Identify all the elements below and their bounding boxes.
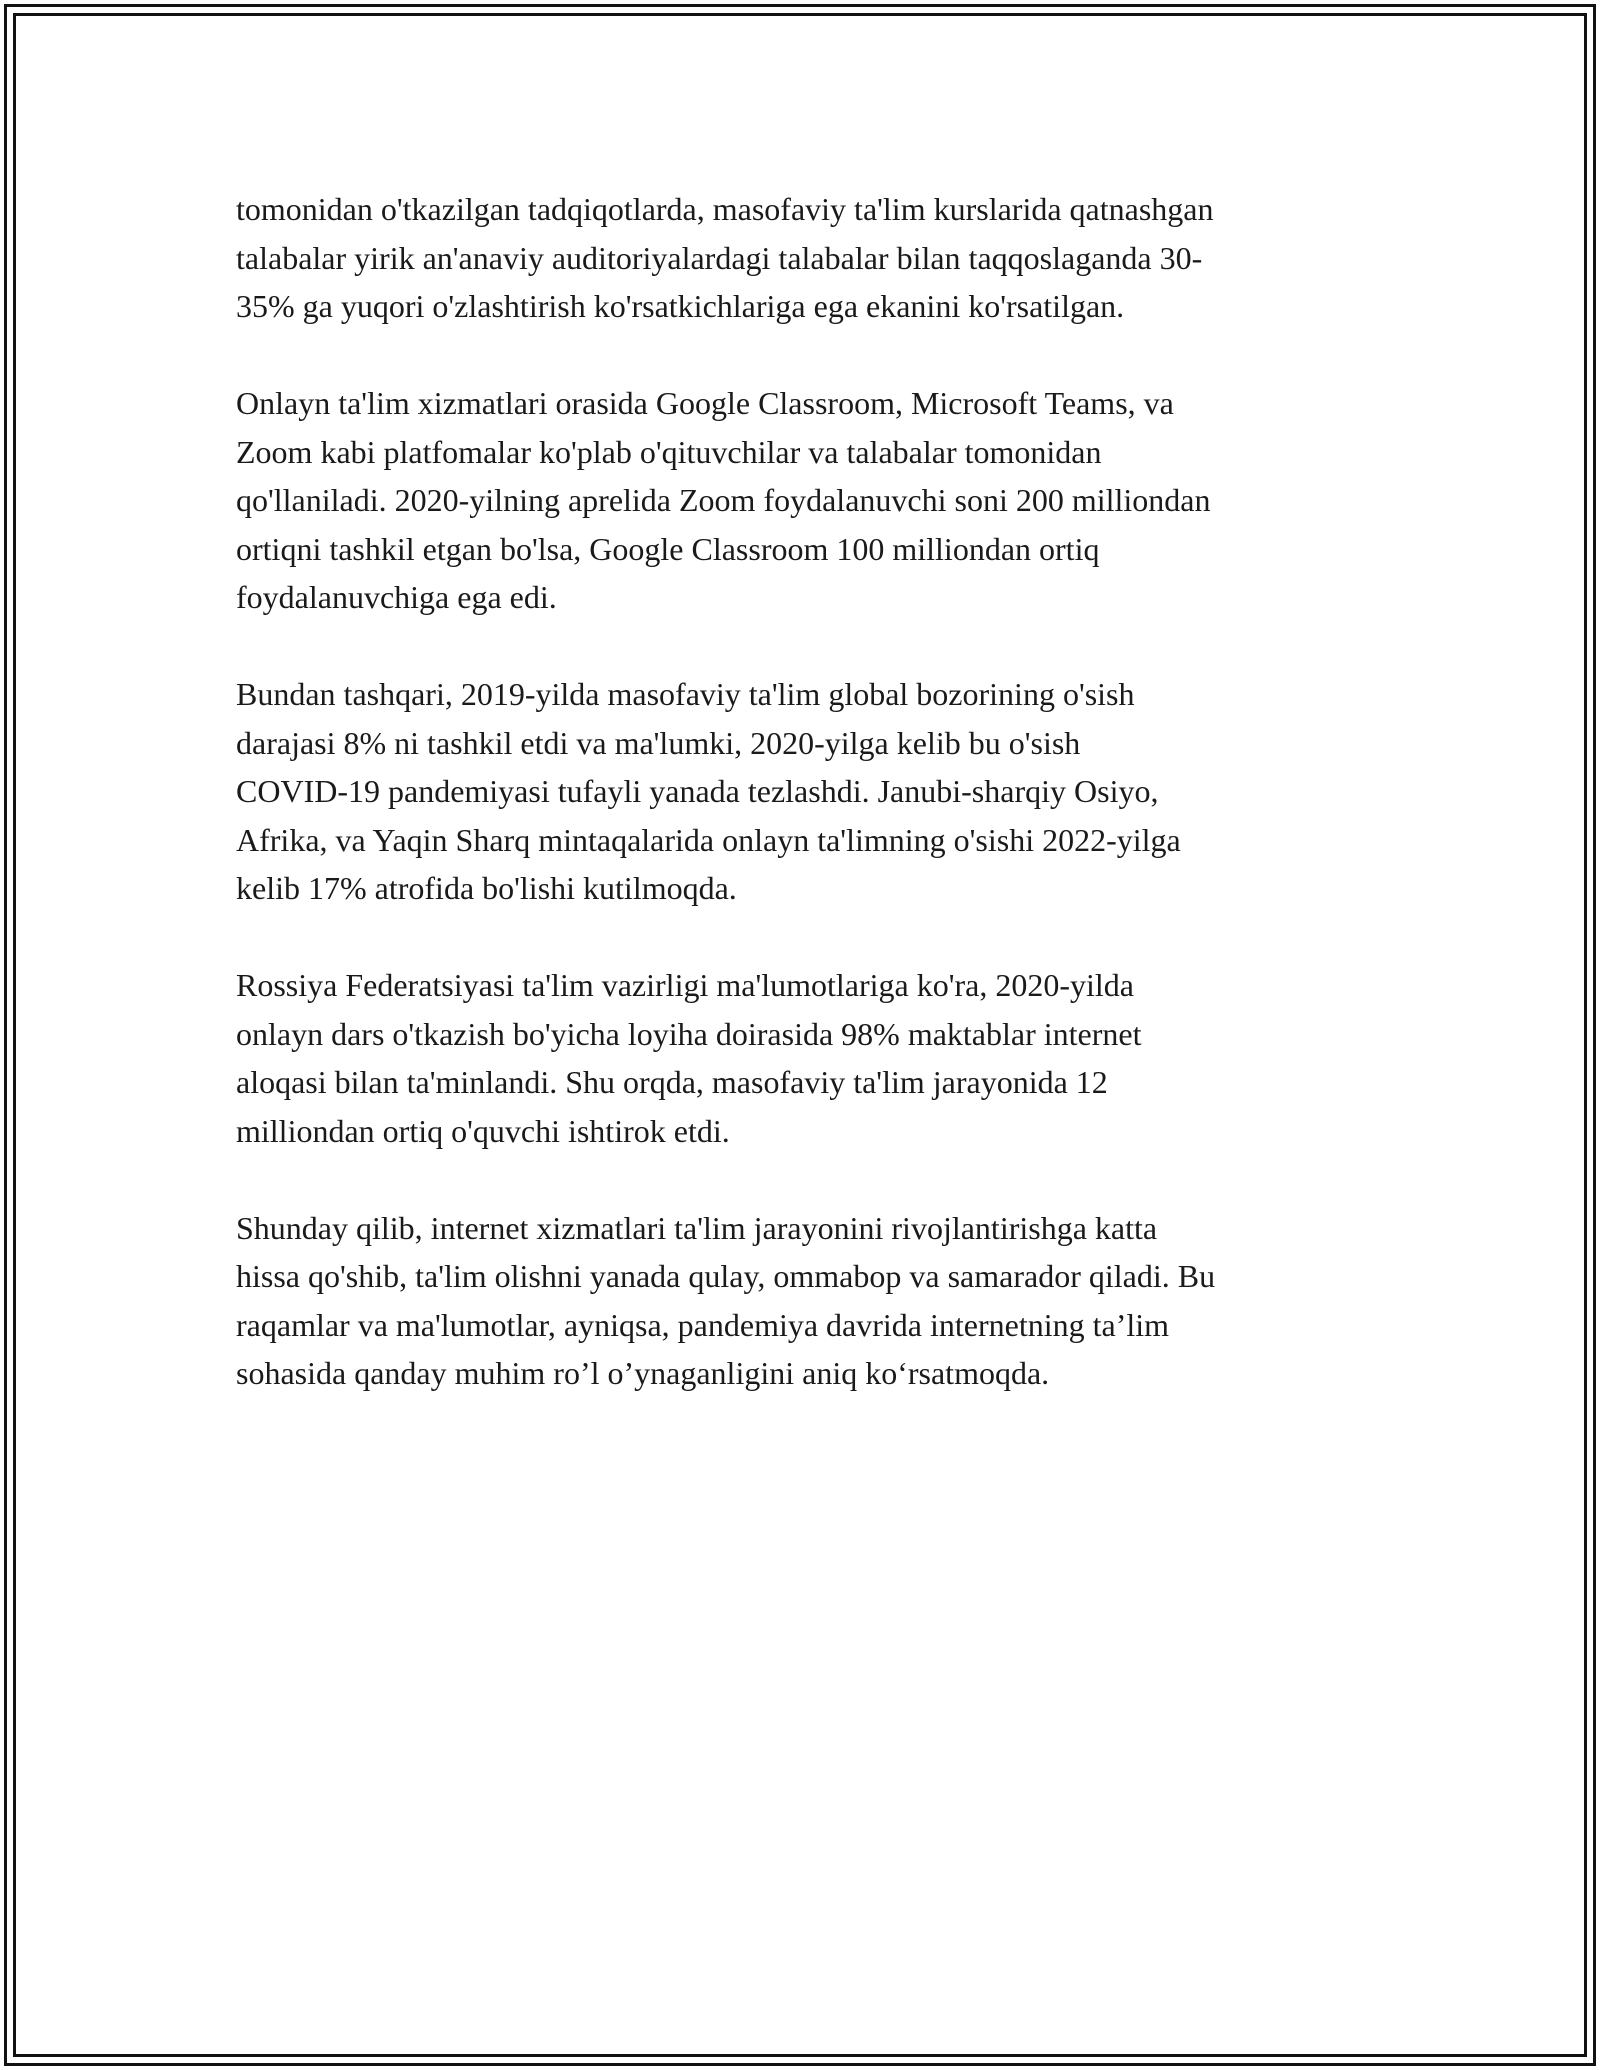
text-line: foydalanuvchiga ega edi. [236, 579, 557, 615]
text-line: milliondan ortiq o'quvchi ishtirok etdi. [236, 1112, 730, 1149]
text-line: Rossiya Federatsiyasi ta'lim vazirligi ma'lumotlariga ko'ra, 2020-yilda [236, 967, 1134, 1003]
text-line: qo'llaniladi. 2020-yilning aprelida Zoom foydalanuvchi soni 200 milliondan [236, 482, 1211, 518]
text-line: darajasi 8% ni tashkil etdi va ma'lumki, 2020-yilga kelib bu o'sish [236, 724, 1081, 761]
paragraph-5 [236, 1204, 1366, 1398]
document-body [236, 185, 1366, 1446]
text-line: Shunday qilib, internet xizmatlari ta'lim jarayonini rivojlantirishga katta [236, 1209, 1158, 1246]
paragraph-3 [236, 670, 1366, 913]
text-line: tomonidan o'tkazilgan tadqiqotlarda, masofaviy ta'lim kurslarida qatnashgan [236, 191, 1214, 227]
text-line: Afrika, va Yaqin Sharq mintaqalarida onlayn ta'limning o'sishi 2022-yilga [236, 821, 1181, 858]
text-line: Bundan tashqari, 2019-yilda masofaviy ta'lim global bozorining o'sish [236, 676, 1135, 712]
text-line: raqamlar va ma'lumotlar, ayniqsa, pandemiya davrida internetning ta’lim [236, 1306, 1170, 1343]
text-line: sohasida qanday muhim ro’l o’ynaganligini aniq ko‘rsatmoqda. [236, 1355, 1050, 1391]
text-line: 35% ga yuqori o'zlashtirish ko'rsatkichlariga ega ekanini ko'rsatilgan. [236, 288, 1125, 324]
text-line: kelib 17% atrofida bo'lishi kutilmoqda. [236, 870, 737, 906]
paragraph-4 [236, 961, 1366, 1155]
text-line: ortiqni tashkil etgan bo'lsa, Google Classroom 100 milliondan ortiq [236, 530, 1100, 567]
paragraph-1 [236, 185, 1366, 331]
text-line: aloqasi bilan ta'minlandi. Shu orqda, masofaviy ta'lim jarayonida 12 [236, 1064, 1108, 1100]
paragraph-2 [236, 379, 1366, 622]
text-line: Zoom kabi platfomalar ko'plab o'qituvchilar va talabalar tomonidan [236, 433, 1102, 470]
text-line: hissa qo'shib, ta'lim olishni yanada qulay, ommabop va samarador qiladi. Bu [236, 1258, 1216, 1294]
text-line: talabalar yirik an'anaviy auditoriyalardagi talabalar bilan taqqoslaganda 30- [236, 239, 1203, 276]
text-line: COVID-19 pandemiyasi tufayli yanada tezlashdi. Janubi-sharqiy Osiyo, [236, 773, 1159, 809]
text-line: onlayn dars o'tkazish bo'yicha loyiha doirasida 98% maktablar internet [236, 1015, 1142, 1052]
text-line: Onlayn ta'lim xizmatlari orasida Google Classroom, Microsoft Teams, va [236, 385, 1174, 421]
